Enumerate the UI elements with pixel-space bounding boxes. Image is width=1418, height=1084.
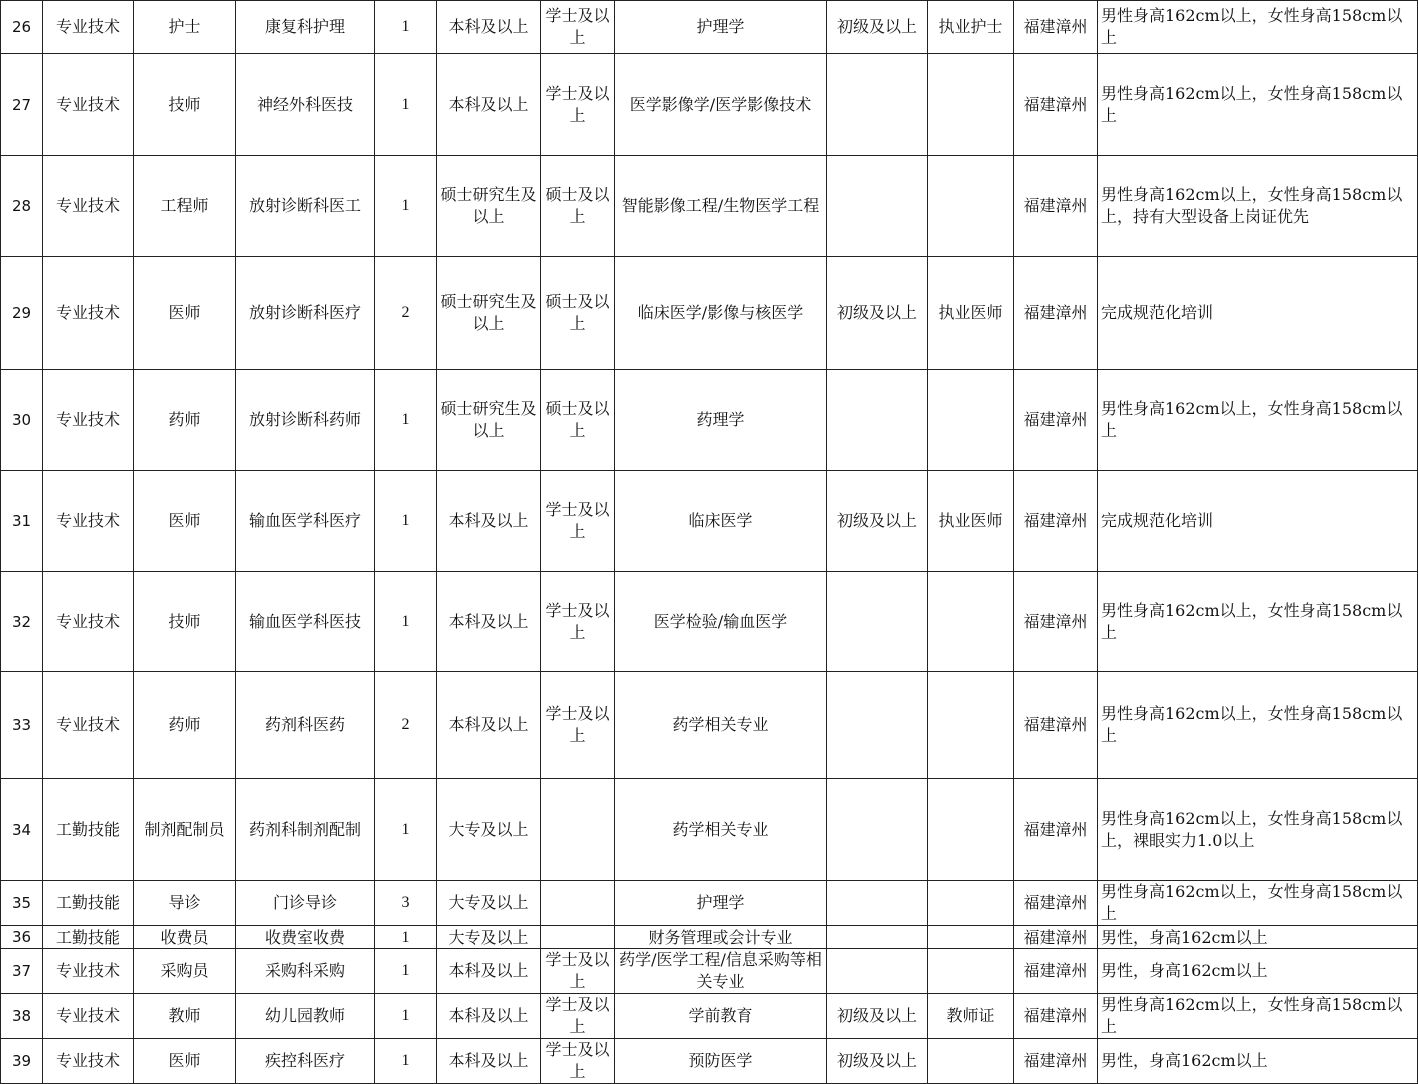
table-row: [1, 54, 1418, 156]
cell-category: 专业技术: [43, 994, 134, 1039]
cell-title: [827, 926, 928, 949]
cell-dept: 输血医学科医疗: [236, 471, 375, 572]
cell-count: 2: [375, 672, 437, 779]
cell-no: 39: [1, 1039, 43, 1084]
cell-title: [827, 881, 928, 926]
cell-post: 药师: [134, 370, 236, 471]
cell-remark: 男性身高162cm以上，女性身高158cm以上: [1098, 1, 1418, 54]
cell-category: 专业技术: [43, 1, 134, 54]
cell-dept: 采购科采购: [236, 949, 375, 994]
cell-count: 2: [375, 257, 437, 370]
cell-degree: 学士及以上: [541, 994, 615, 1039]
cell-qualification: [928, 926, 1014, 949]
cell-no: 38: [1, 994, 43, 1039]
cell-qualification: 执业医师: [928, 471, 1014, 572]
table-row: [1, 1039, 1418, 1084]
cell-qualification: 执业医师: [928, 257, 1014, 370]
cell-count: 1: [375, 471, 437, 572]
cell-post: 药师: [134, 672, 236, 779]
cell-qualification: 执业护士: [928, 1, 1014, 54]
cell-post: 教师: [134, 994, 236, 1039]
cell-degree: [541, 779, 615, 881]
cell-category: 工勤技能: [43, 926, 134, 949]
cell-no: 27: [1, 54, 43, 156]
table-row: [1, 926, 1418, 949]
cell-post: 工程师: [134, 156, 236, 257]
cell-education: 大专及以上: [437, 926, 541, 949]
cell-title: 初级及以上: [827, 994, 928, 1039]
cell-education: 本科及以上: [437, 572, 541, 672]
cell-no: 28: [1, 156, 43, 257]
cell-remark: 男性身高162cm以上，女性身高158cm以上: [1098, 370, 1418, 471]
cell-title: [827, 54, 928, 156]
cell-education: 本科及以上: [437, 54, 541, 156]
cell-no: 32: [1, 572, 43, 672]
cell-title: [827, 572, 928, 672]
cell-category: 工勤技能: [43, 779, 134, 881]
cell-major: 药理学: [615, 370, 827, 471]
cell-post: 制剂配制员: [134, 779, 236, 881]
cell-major: 财务管理或会计专业: [615, 926, 827, 949]
cell-category: 专业技术: [43, 471, 134, 572]
cell-qualification: [928, 949, 1014, 994]
cell-title: [827, 672, 928, 779]
cell-major: 智能影像工程/生物医学工程: [615, 156, 827, 257]
cell-dept: 幼儿园教师: [236, 994, 375, 1039]
cell-dept: 放射诊断科医疗: [236, 257, 375, 370]
cell-location: 福建漳州: [1014, 779, 1098, 881]
cell-no: 26: [1, 1, 43, 54]
cell-education: 大专及以上: [437, 881, 541, 926]
cell-category: 专业技术: [43, 257, 134, 370]
cell-location: 福建漳州: [1014, 54, 1098, 156]
cell-major: 药学相关专业: [615, 779, 827, 881]
cell-remark: 男性身高162cm以上，女性身高158cm以上: [1098, 672, 1418, 779]
cell-dept: 神经外科医技: [236, 54, 375, 156]
cell-category: 专业技术: [43, 672, 134, 779]
cell-degree: 学士及以上: [541, 1, 615, 54]
cell-degree: 学士及以上: [541, 949, 615, 994]
cell-degree: 硕士及以上: [541, 156, 615, 257]
cell-education: 本科及以上: [437, 471, 541, 572]
cell-no: 30: [1, 370, 43, 471]
cell-major: 临床医学: [615, 471, 827, 572]
cell-remark: 男性，身高162cm以上: [1098, 949, 1418, 994]
cell-post: 收费员: [134, 926, 236, 949]
cell-major: 护理学: [615, 1, 827, 54]
table-row: [1, 572, 1418, 672]
table-row: [1, 779, 1418, 881]
table-row: [1, 994, 1418, 1039]
cell-degree: 学士及以上: [541, 572, 615, 672]
cell-degree: 学士及以上: [541, 54, 615, 156]
cell-location: 福建漳州: [1014, 672, 1098, 779]
cell-remark: 男性身高162cm以上，女性身高158cm以上: [1098, 572, 1418, 672]
cell-education: 本科及以上: [437, 672, 541, 779]
cell-post: 技师: [134, 54, 236, 156]
cell-dept: 康复科护理: [236, 1, 375, 54]
cell-dept: 药剂科医药: [236, 672, 375, 779]
table-row: [1, 881, 1418, 926]
cell-title: 初级及以上: [827, 1, 928, 54]
cell-degree: [541, 881, 615, 926]
cell-location: 福建漳州: [1014, 1039, 1098, 1084]
cell-title: 初级及以上: [827, 257, 928, 370]
cell-dept: 输血医学科医技: [236, 572, 375, 672]
cell-major: 药学/医学工程/信息采购等相关专业: [615, 949, 827, 994]
cell-qualification: [928, 779, 1014, 881]
cell-count: 1: [375, 1, 437, 54]
cell-qualification: [928, 54, 1014, 156]
cell-remark: 男性，身高162cm以上: [1098, 1039, 1418, 1084]
cell-title: 初级及以上: [827, 471, 928, 572]
cell-major: 药学相关专业: [615, 672, 827, 779]
cell-count: 1: [375, 779, 437, 881]
cell-dept: 门诊导诊: [236, 881, 375, 926]
cell-count: 1: [375, 370, 437, 471]
cell-title: [827, 156, 928, 257]
cell-no: 36: [1, 926, 43, 949]
cell-degree: 学士及以上: [541, 1039, 615, 1084]
cell-no: 31: [1, 471, 43, 572]
cell-post: 采购员: [134, 949, 236, 994]
cell-qualification: [928, 572, 1014, 672]
cell-remark: 男性身高162cm以上，女性身高158cm以上，裸眼实力1.0以上: [1098, 779, 1418, 881]
cell-location: 福建漳州: [1014, 949, 1098, 994]
cell-post: 医师: [134, 471, 236, 572]
cell-title: [827, 949, 928, 994]
cell-education: 硕士研究生及以上: [437, 257, 541, 370]
cell-remark: 男性身高162cm以上，女性身高158cm以上，持有大型设备上岗证优先: [1098, 156, 1418, 257]
cell-remark: 男性，身高162cm以上: [1098, 926, 1418, 949]
cell-category: 专业技术: [43, 370, 134, 471]
table-row: [1, 471, 1418, 572]
cell-degree: 硕士及以上: [541, 370, 615, 471]
table-row: [1, 370, 1418, 471]
table-row: [1, 672, 1418, 779]
cell-location: 福建漳州: [1014, 572, 1098, 672]
cell-no: 34: [1, 779, 43, 881]
cell-dept: 放射诊断科药师: [236, 370, 375, 471]
cell-count: 1: [375, 572, 437, 672]
cell-category: 专业技术: [43, 156, 134, 257]
cell-remark: 男性身高162cm以上，女性身高158cm以上: [1098, 54, 1418, 156]
table-row: [1, 949, 1418, 994]
cell-qualification: [928, 881, 1014, 926]
cell-education: 本科及以上: [437, 1, 541, 54]
cell-category: 工勤技能: [43, 881, 134, 926]
cell-location: 福建漳州: [1014, 881, 1098, 926]
cell-post: 导诊: [134, 881, 236, 926]
cell-count: 1: [375, 1039, 437, 1084]
cell-education: 本科及以上: [437, 949, 541, 994]
cell-post: 医师: [134, 1039, 236, 1084]
cell-no: 37: [1, 949, 43, 994]
cell-remark: 男性身高162cm以上，女性身高158cm以上: [1098, 994, 1418, 1039]
cell-education: 本科及以上: [437, 994, 541, 1039]
cell-dept: 收费室收费: [236, 926, 375, 949]
table-body: [1, 1, 1418, 1084]
cell-qualification: [928, 1039, 1014, 1084]
cell-location: 福建漳州: [1014, 156, 1098, 257]
cell-count: 3: [375, 881, 437, 926]
cell-location: 福建漳州: [1014, 257, 1098, 370]
cell-title: [827, 370, 928, 471]
cell-title: 初级及以上: [827, 1039, 928, 1084]
cell-qualification: [928, 156, 1014, 257]
cell-location: 福建漳州: [1014, 1, 1098, 54]
cell-location: 福建漳州: [1014, 994, 1098, 1039]
cell-dept: 疾控科医疗: [236, 1039, 375, 1084]
cell-dept: 放射诊断科医工: [236, 156, 375, 257]
cell-remark: 男性身高162cm以上，女性身高158cm以上: [1098, 881, 1418, 926]
cell-major: 护理学: [615, 881, 827, 926]
cell-education: 硕士研究生及以上: [437, 156, 541, 257]
cell-count: 1: [375, 156, 437, 257]
cell-degree: 学士及以上: [541, 672, 615, 779]
cell-category: 专业技术: [43, 572, 134, 672]
cell-degree: 学士及以上: [541, 471, 615, 572]
cell-degree: 硕士及以上: [541, 257, 615, 370]
cell-major: 医学影像学/医学影像技术: [615, 54, 827, 156]
cell-count: 1: [375, 994, 437, 1039]
cell-count: 1: [375, 949, 437, 994]
cell-qualification: 教师证: [928, 994, 1014, 1039]
cell-location: 福建漳州: [1014, 471, 1098, 572]
cell-location: 福建漳州: [1014, 926, 1098, 949]
cell-major: 学前教育: [615, 994, 827, 1039]
cell-education: 大专及以上: [437, 779, 541, 881]
cell-major: 医学检验/输血医学: [615, 572, 827, 672]
cell-qualification: [928, 370, 1014, 471]
cell-category: 专业技术: [43, 54, 134, 156]
cell-no: 29: [1, 257, 43, 370]
table-row: [1, 156, 1418, 257]
cell-count: 1: [375, 54, 437, 156]
cell-no: 35: [1, 881, 43, 926]
cell-qualification: [928, 672, 1014, 779]
cell-location: 福建漳州: [1014, 370, 1098, 471]
cell-post: 护士: [134, 1, 236, 54]
cell-major: 预防医学: [615, 1039, 827, 1084]
cell-dept: 药剂科制剂配制: [236, 779, 375, 881]
cell-title: [827, 779, 928, 881]
cell-category: 专业技术: [43, 949, 134, 994]
cell-category: 专业技术: [43, 1039, 134, 1084]
table-row: [1, 1, 1418, 54]
cell-major: 临床医学/影像与核医学: [615, 257, 827, 370]
cell-no: 33: [1, 672, 43, 779]
cell-remark: 完成规范化培训: [1098, 257, 1418, 370]
cell-education: 本科及以上: [437, 1039, 541, 1084]
cell-education: 硕士研究生及以上: [437, 370, 541, 471]
cell-count: 1: [375, 926, 437, 949]
cell-post: 技师: [134, 572, 236, 672]
cell-post: 医师: [134, 257, 236, 370]
table-row: [1, 257, 1418, 370]
cell-remark: 完成规范化培训: [1098, 471, 1418, 572]
cell-degree: [541, 926, 615, 949]
